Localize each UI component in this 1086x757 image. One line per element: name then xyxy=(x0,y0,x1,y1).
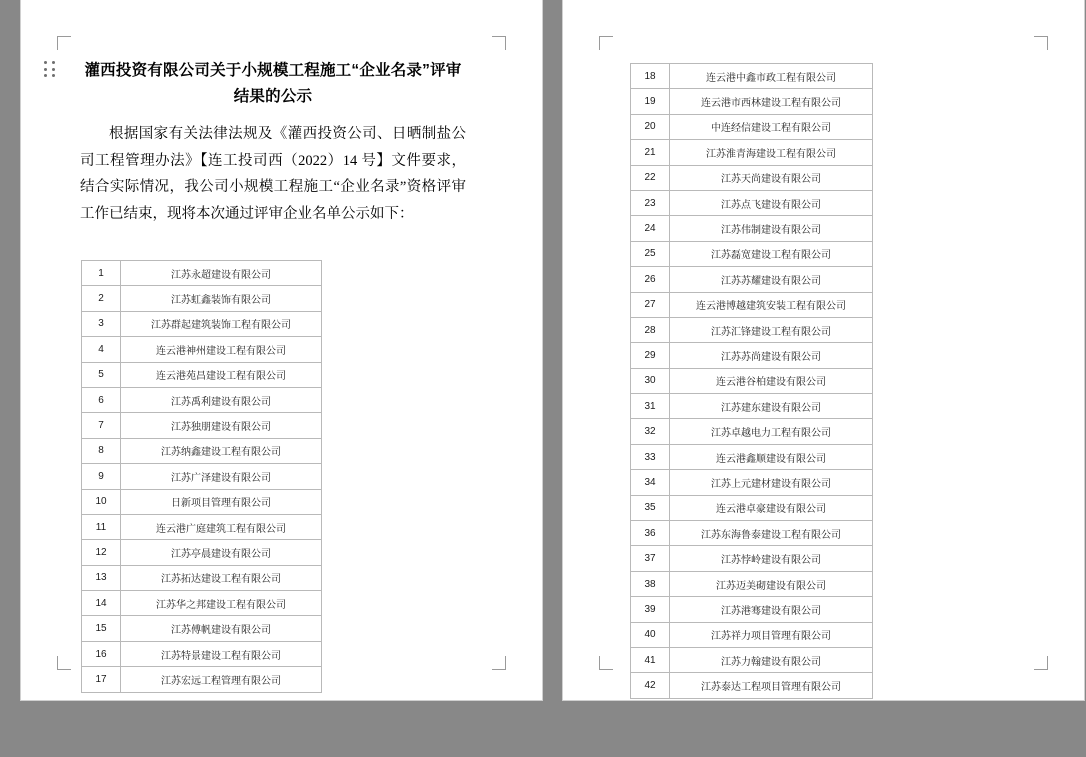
company-name: 连云港博越建筑安装工程有限公司 xyxy=(670,292,873,317)
row-number: 11 xyxy=(82,514,121,539)
company-name: 江苏泰达工程项目管理有限公司 xyxy=(670,673,873,698)
company-name: 连云港中鑫市政工程有限公司 xyxy=(670,64,873,89)
table-row xyxy=(631,597,873,622)
row-number: 30 xyxy=(631,368,670,393)
company-name: 江苏亭晨建设有限公司 xyxy=(121,540,322,565)
crop-mark-bottom-left xyxy=(599,656,613,670)
drag-handle-dot xyxy=(44,74,47,77)
company-name: 江苏禹利建设有限公司 xyxy=(121,387,322,412)
company-name: 连云港市西林建设工程有限公司 xyxy=(670,89,873,114)
row-number: 24 xyxy=(631,216,670,241)
company-table-body-2 xyxy=(631,64,873,699)
drag-handle-dot xyxy=(52,61,55,64)
table-row xyxy=(631,521,873,546)
company-name: 江苏拓达建设工程有限公司 xyxy=(121,565,322,590)
table-row xyxy=(631,495,873,520)
table-row xyxy=(82,514,322,539)
company-name: 江苏建东建设有限公司 xyxy=(670,394,873,419)
table-row xyxy=(631,571,873,596)
company-name: 江苏卓越电力工程有限公司 xyxy=(670,419,873,444)
table-row xyxy=(82,489,322,514)
table-row xyxy=(631,89,873,114)
table-row xyxy=(631,546,873,571)
table-row xyxy=(82,387,322,412)
table-row xyxy=(82,667,322,692)
table-row xyxy=(82,413,322,438)
row-number: 42 xyxy=(631,673,670,698)
table-row xyxy=(82,286,322,311)
company-name: 连云港广庭建筑工程有限公司 xyxy=(121,514,322,539)
company-name: 连云港卓豪建设有限公司 xyxy=(670,495,873,520)
drag-handle-dot xyxy=(52,74,55,77)
company-name: 江苏广泽建设有限公司 xyxy=(121,464,322,489)
table-row xyxy=(631,647,873,672)
company-name: 江苏悖岭建设有限公司 xyxy=(670,546,873,571)
company-name: 中连经信建设工程有限公司 xyxy=(670,114,873,139)
crop-mark-bottom-right xyxy=(1034,656,1048,670)
company-name: 江苏永超建设有限公司 xyxy=(121,261,322,286)
row-number: 14 xyxy=(82,591,121,616)
row-number: 31 xyxy=(631,394,670,419)
document-body-paragraph: 根据国家有关法律法规及《灌西投资公司、日晒制盐公司工程管理办法》【连工投司西（2022）14 号】文件要求，结合实际情况，我公司小规模工程施工“企业名录”资格评审工作已结束，现将本次通过评审企业名单公示如下： xyxy=(80,126,466,222)
company-name: 江苏力翰建设有限公司 xyxy=(670,647,873,672)
row-number: 1 xyxy=(82,261,121,286)
table-row xyxy=(631,419,873,444)
table-row xyxy=(631,673,873,698)
table-row xyxy=(82,438,322,463)
drag-handle-dot xyxy=(44,68,47,71)
drag-handle[interactable] xyxy=(43,60,59,80)
table-row xyxy=(82,464,322,489)
company-name: 连云港神州建设工程有限公司 xyxy=(121,337,322,362)
row-number: 9 xyxy=(82,464,121,489)
row-number: 10 xyxy=(82,489,121,514)
row-number: 25 xyxy=(631,241,670,266)
table-row xyxy=(631,317,873,342)
table-row xyxy=(631,140,873,165)
crop-mark-top-right xyxy=(1034,36,1048,50)
row-number: 39 xyxy=(631,597,670,622)
row-number: 33 xyxy=(631,444,670,469)
table-row xyxy=(631,444,873,469)
table-row xyxy=(631,241,873,266)
table-row xyxy=(82,311,322,336)
row-number: 40 xyxy=(631,622,670,647)
company-name: 江苏傅帆建设有限公司 xyxy=(121,616,322,641)
company-name: 江苏苏尚建设有限公司 xyxy=(670,343,873,368)
crop-mark-bottom-right xyxy=(492,656,506,670)
row-number: 17 xyxy=(82,667,121,692)
company-name: 江苏祥力项目管理有限公司 xyxy=(670,622,873,647)
crop-mark-bottom-left xyxy=(57,656,71,670)
row-number: 38 xyxy=(631,571,670,596)
company-name: 江苏伟制建设有限公司 xyxy=(670,216,873,241)
row-number: 12 xyxy=(82,540,121,565)
row-number: 26 xyxy=(631,267,670,292)
company-name: 江苏特景建设工程有限公司 xyxy=(121,641,322,666)
table-row xyxy=(82,261,322,286)
row-number: 28 xyxy=(631,317,670,342)
table-row xyxy=(631,216,873,241)
row-number: 36 xyxy=(631,521,670,546)
company-name: 江苏迈美砌建设有限公司 xyxy=(670,571,873,596)
row-number: 23 xyxy=(631,190,670,215)
row-number: 13 xyxy=(82,565,121,590)
table-row xyxy=(82,540,322,565)
crop-mark-top-right xyxy=(492,36,506,50)
company-table-body-1 xyxy=(82,261,322,693)
table-row xyxy=(631,190,873,215)
company-table-page-1 xyxy=(81,260,322,693)
company-name: 江苏宏远工程管理有限公司 xyxy=(121,667,322,692)
table-row xyxy=(631,343,873,368)
row-number: 35 xyxy=(631,495,670,520)
company-name: 江苏群起建筑装饰工程有限公司 xyxy=(121,311,322,336)
row-number: 4 xyxy=(82,337,121,362)
company-name: 江苏独朋建设有限公司 xyxy=(121,413,322,438)
company-name: 江苏磊宽建设工程有限公司 xyxy=(670,241,873,266)
company-name: 江苏汇锋建设工程有限公司 xyxy=(670,317,873,342)
table-row xyxy=(82,337,322,362)
company-name: 江苏华之邦建设工程有限公司 xyxy=(121,591,322,616)
company-name: 江苏点飞建设有限公司 xyxy=(670,190,873,215)
table-row xyxy=(631,267,873,292)
table-row xyxy=(631,165,873,190)
company-name: 连云港鑫顺建设有限公司 xyxy=(670,444,873,469)
row-number: 20 xyxy=(631,114,670,139)
document-title: 灌西投资有限公司关于小规模工程施工“企业名录”评审结果的公示 xyxy=(84,62,462,105)
company-name: 江苏虹鑫装饰有限公司 xyxy=(121,286,322,311)
drag-handle-dot xyxy=(52,68,55,71)
row-number: 2 xyxy=(82,286,121,311)
table-row xyxy=(82,362,322,387)
table-row xyxy=(82,565,322,590)
table-row xyxy=(631,622,873,647)
row-number: 21 xyxy=(631,140,670,165)
crop-mark-top-left xyxy=(57,36,71,50)
row-number: 27 xyxy=(631,292,670,317)
row-number: 18 xyxy=(631,64,670,89)
company-name: 日新项目管理有限公司 xyxy=(121,489,322,514)
table-row xyxy=(631,292,873,317)
row-number: 41 xyxy=(631,647,670,672)
row-number: 34 xyxy=(631,470,670,495)
table-row xyxy=(631,470,873,495)
company-name: 连云港苑昌建设工程有限公司 xyxy=(121,362,322,387)
company-name: 连云港谷柏建设有限公司 xyxy=(670,368,873,393)
company-table-page-2 xyxy=(630,63,873,699)
row-number: 5 xyxy=(82,362,121,387)
row-number: 19 xyxy=(631,89,670,114)
row-number: 37 xyxy=(631,546,670,571)
company-name: 江苏上元建材建设有限公司 xyxy=(670,470,873,495)
row-number: 3 xyxy=(82,311,121,336)
company-name: 江苏苏耀建设有限公司 xyxy=(670,267,873,292)
company-name: 江苏港骞建设有限公司 xyxy=(670,597,873,622)
crop-mark-top-left xyxy=(599,36,613,50)
row-number: 8 xyxy=(82,438,121,463)
row-number: 22 xyxy=(631,165,670,190)
company-name: 江苏淮青海建设工程有限公司 xyxy=(670,140,873,165)
row-number: 6 xyxy=(82,387,121,412)
company-name: 江苏天尚建设有限公司 xyxy=(670,165,873,190)
drag-handle-dot xyxy=(44,61,47,64)
table-row xyxy=(82,641,322,666)
row-number: 32 xyxy=(631,419,670,444)
table-row xyxy=(631,368,873,393)
row-number: 7 xyxy=(82,413,121,438)
table-row xyxy=(631,114,873,139)
company-name: 江苏东海鲁泰建设工程有限公司 xyxy=(670,521,873,546)
table-row xyxy=(631,394,873,419)
table-row xyxy=(82,616,322,641)
table-row xyxy=(631,64,873,89)
table-row xyxy=(82,591,322,616)
row-number: 29 xyxy=(631,343,670,368)
company-name: 江苏纳鑫建设工程有限公司 xyxy=(121,438,322,463)
row-number: 16 xyxy=(82,641,121,666)
row-number: 15 xyxy=(82,616,121,641)
